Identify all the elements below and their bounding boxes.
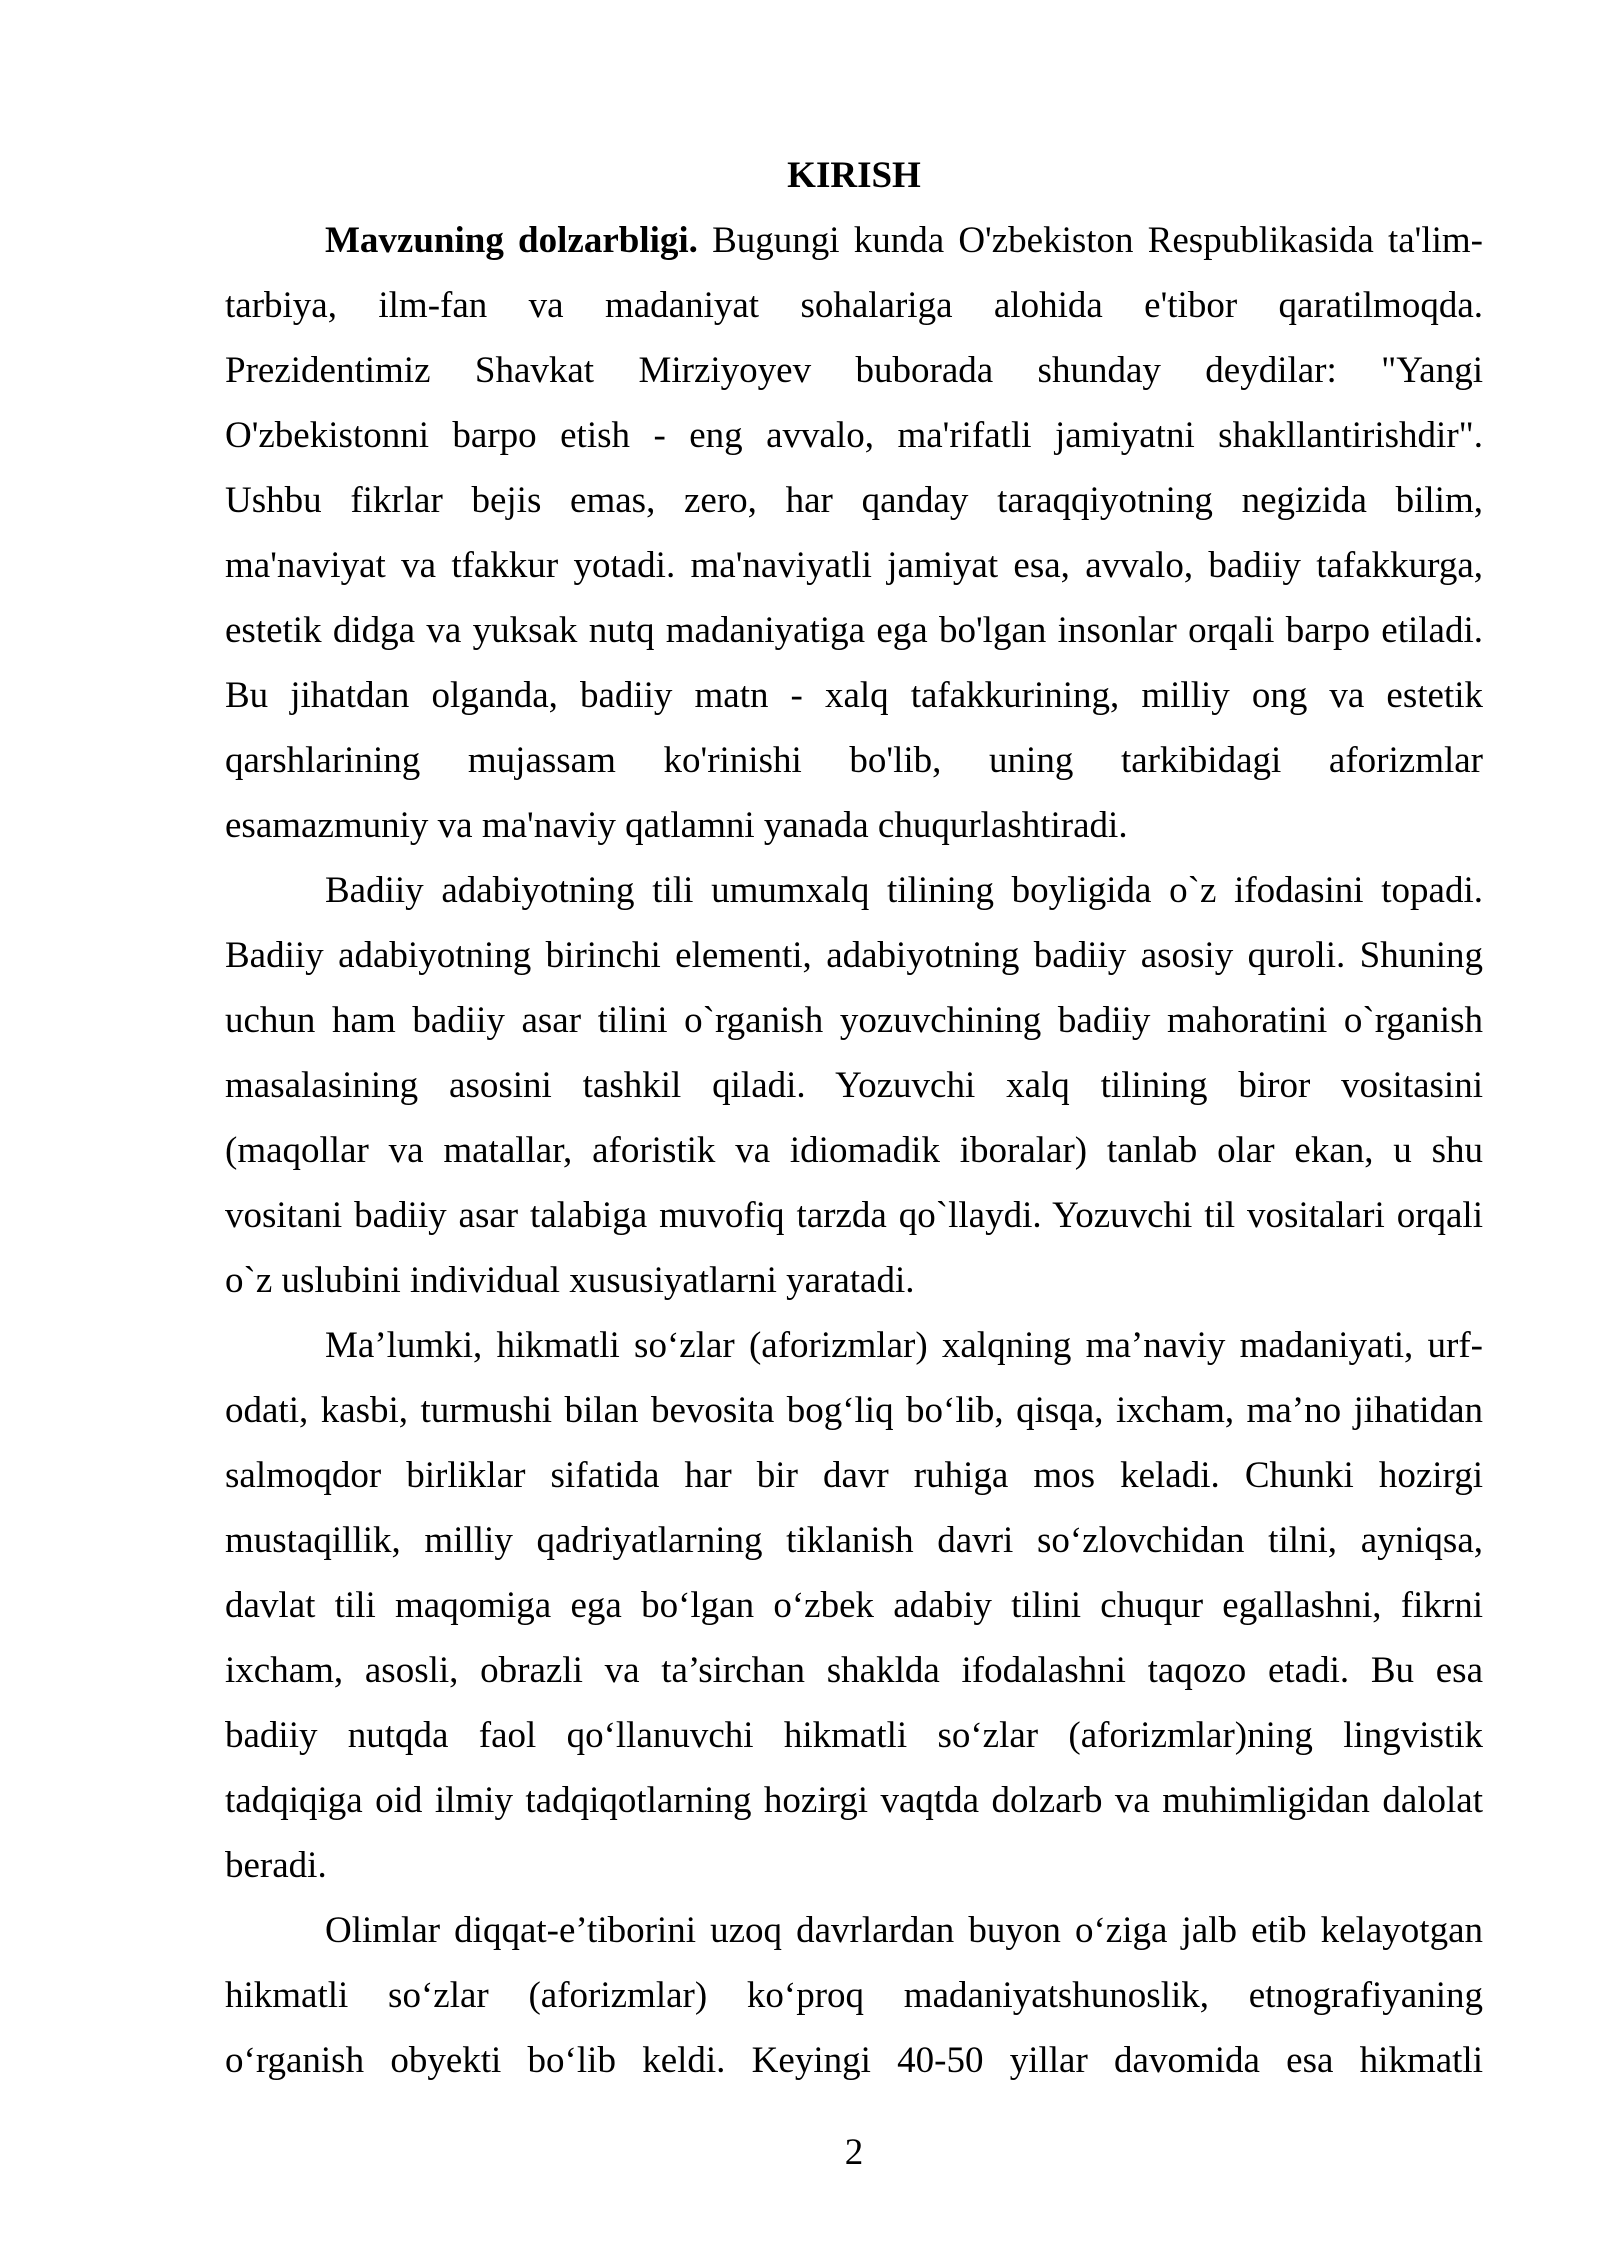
paragraph-line: O'zbekistonni barpo etish - eng avvalo, ma'rifatli jamiyatni shakllantirishdir".	[225, 415, 1483, 456]
paragraph-lead-bold: Mavzuning dolzarbligi.	[325, 220, 698, 261]
paragraph-line: odati, kasbi, turmushi bilan bevosita bogʻliq boʻlib, qisqa, ixcham, ma’no jihatidan	[225, 1390, 1483, 1431]
paragraph-line: badiiy nutqda faol qoʻllanuvchi hikmatli soʻzlar (aforizmlar)ning lingvistik	[225, 1715, 1483, 1756]
paragraph-line-text: Bugungi kunda O'zbekiston Respublikasida ta'lim-	[712, 220, 1483, 261]
paragraph-line: tadqiqiga oid ilmiy tadqiqotlarning hozirgi vaqtda dolzarb va muhimligidan dalolat	[225, 1780, 1483, 1821]
paragraph-line: salmoqdor birliklar sifatida har bir davr ruhiga mos keladi. Chunki hozirgi	[225, 1455, 1483, 1496]
paragraph-line: esamazmuniy va ma'naviy qatlamni yanada chuqurlashtiradi.	[225, 805, 1128, 846]
paragraph-line: tarbiya, ilm-fan va madaniyat sohalariga alohida e'tibor qaratilmoqda.	[225, 285, 1483, 326]
paragraph-line: beradi.	[225, 1845, 327, 1886]
paragraph-line: oʻrganish obyekti boʻlib keldi. Keyingi 40-50 yillar davomida esa hikmatli	[225, 2040, 1483, 2081]
paragraph-line: o`z uslubini individual xususiyatlarni yaratadi.	[225, 1260, 915, 1301]
paragraph-line: estetik didga va yuksak nutq madaniyatiga ega bo'lgan insonlar orqali barpo etiladi.	[225, 610, 1483, 651]
paragraph-line: Badiiy adabiyotning birinchi elementi, adabiyotning badiiy asosiy quroli. Shuning	[225, 935, 1483, 976]
paragraph-line: Prezidentimiz Shavkat Mirziyoyev buborada shunday deydilar: "Yangi	[225, 350, 1483, 391]
page-title: KIRISH	[787, 155, 921, 196]
paragraph-line: (maqollar va matallar, aforistik va idiomadik iboralar) tanlab olar ekan, u shu	[225, 1130, 1483, 1171]
paragraph-line: Olimlar diqqat-e’tiborini uzoq davrlardan buyon oʻziga jalb etib kelayotgan	[325, 1910, 1483, 1951]
paragraph-line: Badiiy adabiyotning tili umumxalq tilining boyligida o`z ifodasini topadi.	[325, 870, 1483, 911]
page-number: 2	[844, 2132, 864, 2173]
paragraph-line: Ma’lumki, hikmatli soʻzlar (aforizmlar) xalqning ma’naviy madaniyati, urf-	[325, 1325, 1483, 1366]
paragraph-line: davlat tili maqomiga ega boʻlgan oʻzbek adabiy tilini chuqur egallashni, fikrni	[225, 1585, 1483, 1626]
paragraph-line: Ushbu fikrlar bejis emas, zero, har qanday taraqqiyotning negizida bilim,	[225, 480, 1483, 521]
paragraph-line: ixcham, asosli, obrazli va ta’sirchan shaklda ifodalashni taqozo etadi. Bu esa	[225, 1650, 1483, 1691]
paragraph-line: masalasining asosini tashkil qiladi. Yozuvchi xalq tilining biror vositasini	[225, 1065, 1483, 1106]
paragraph-line: ma'naviyat va tfakkur yotadi. ma'naviyatli jamiyat esa, avvalo, badiiy tafakkurga,	[225, 545, 1483, 586]
paragraph-line: vositani badiiy asar talabiga muvofiq tarzda qo`llaydi. Yozuvchi til vositalari orqali	[225, 1195, 1483, 1236]
page-content	[225, 143, 1483, 2093]
paragraph-line: hikmatli soʻzlar (aforizmlar) koʻproq madaniyatshunoslik, etnografiyaning	[225, 1975, 1483, 2016]
paragraph-line	[225, 208, 1483, 273]
paragraph-line: uchun ham badiiy asar tilini o`rganish yozuvchining badiiy mahoratini o`rganish	[225, 1000, 1483, 1041]
paragraph-line: qarshlarining mujassam ko'rinishi bo'lib, uning tarkibidagi aforizmlar	[225, 740, 1483, 781]
paragraph-line: mustaqillik, milliy qadriyatlarning tiklanish davri soʻzlovchidan tilni, ayniqsa,	[225, 1520, 1483, 1561]
paragraph-line: Bu jihatdan olganda, badiiy matn - xalq tafakkurining, milliy ong va estetik	[225, 675, 1483, 716]
